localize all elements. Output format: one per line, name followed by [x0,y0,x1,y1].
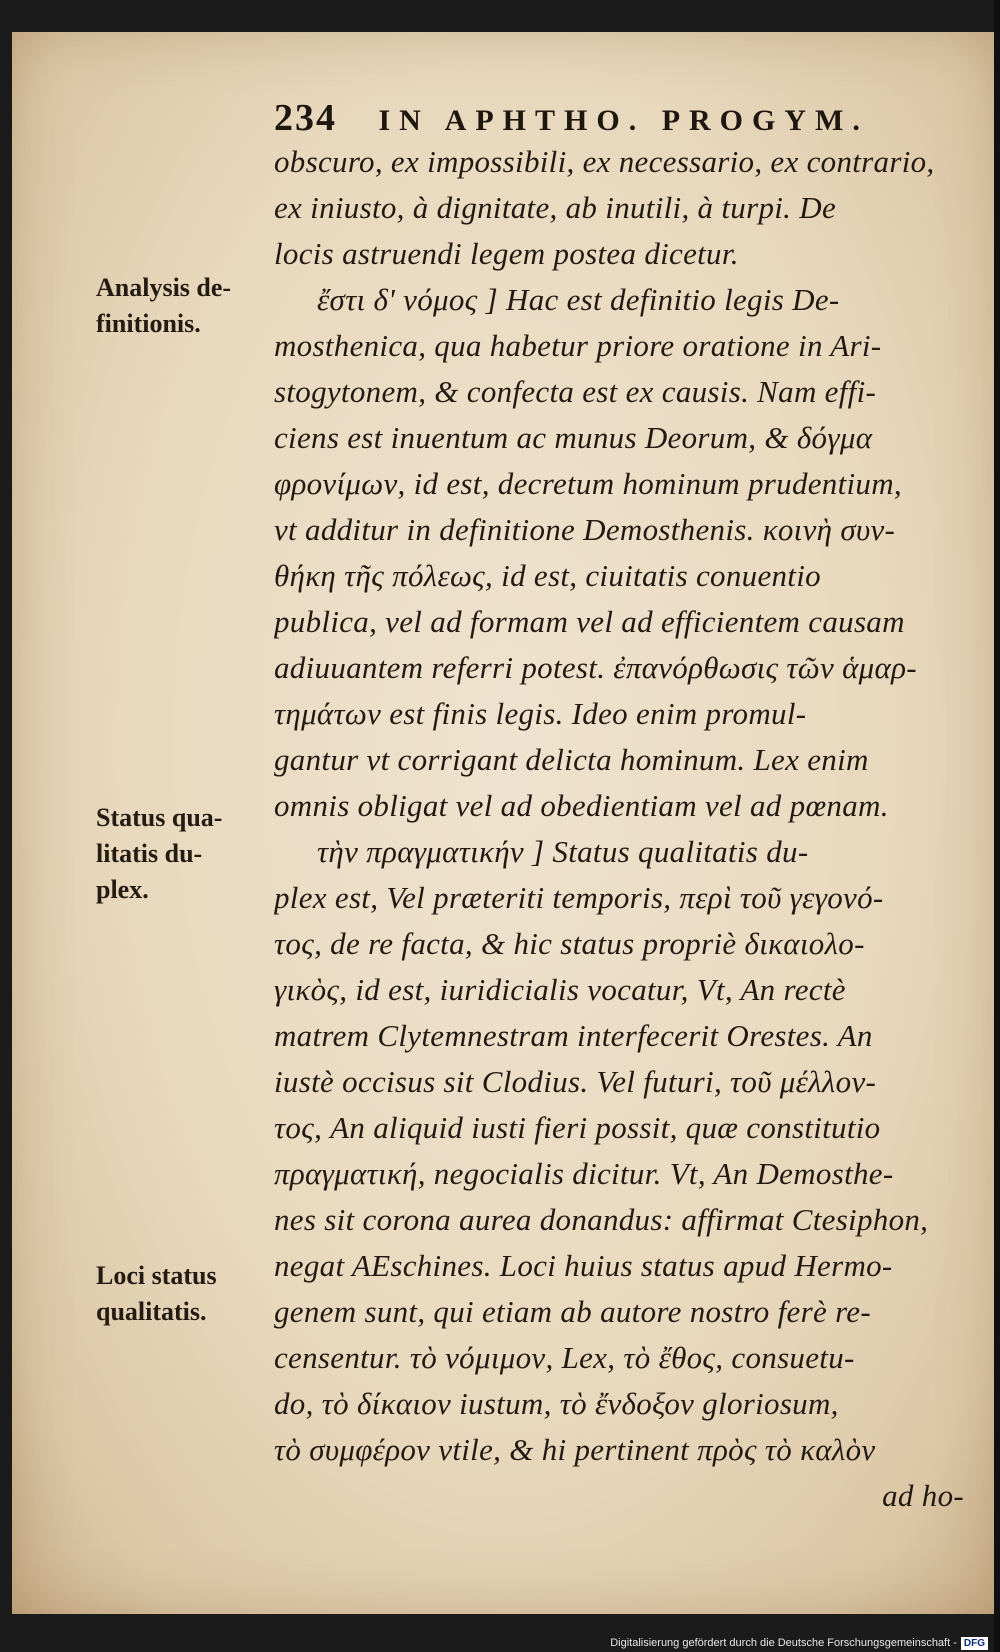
body-line: πραγματική, negocialis dicitur. Vt, An Demosthe- [274,1156,894,1191]
body-line: ciens est inuentum ac munus Deorum, & δόγμα [274,420,873,455]
margin-note-line: Loci status [96,1261,217,1290]
body-line: τὸ συμφέρον vtile, & hi pertinent πρὸς τὸ καλὸν [274,1432,876,1467]
body-line: τημάτων est finis legis. Ideo enim promul- [274,696,807,731]
body-line: genem sunt, qui etiam ab autore nostro ferè re- [274,1294,871,1329]
page-number: 234 [274,97,337,139]
body-line: omnis obligat vel ad obedientiam vel ad pœnam. [274,788,889,823]
body-line: θήκη τῆς πόλεως, id est, ciuitatis conuentio [274,558,821,593]
body-line: ex iniusto, à dignitate, ab inutili, à turpi. De [274,190,837,225]
margin-note-line: qualitatis. [96,1297,207,1326]
body-line: publica, vel ad formam vel ad efficientem causam [274,604,905,639]
margin-note-line: Analysis de- [96,273,232,302]
body-line: vt additur in definitione Demosthenis. κοινὴ συν- [274,512,896,547]
body-line: mosthenica, qua habetur priore oratione in Ari- [274,328,882,363]
body-line: τος, An aliquid iusti fieri possit, quæ constitutio [274,1110,881,1145]
margin-note-line: finitionis. [96,309,201,338]
footer-text: Digitalisierung gefördert durch die Deutsche Forschungsgemeinschaft - [610,1637,957,1649]
body-line: do, τὸ δίκαιον iustum, τὸ ἔνδοξον gloriosum, [274,1386,839,1421]
body-line: matrem Clytemnestram interfecerit Orestes. An [274,1018,873,1053]
body-line: plex est, Vel præteriti temporis, περὶ τοῦ γεγονό- [274,880,884,915]
catchword: ad ho- [882,1478,964,1513]
margin-note-loci [96,1258,271,1330]
margin-note-line: litatis du- [96,839,203,868]
body-line: negat AEschines. Loci huius status apud Hermo- [274,1248,893,1283]
body-line: ἔστι δ' νόμος ] Hac est definitio legis De- [317,282,840,317]
margin-note-line: plex. [96,875,149,904]
scan-edge [994,0,1000,1652]
body-line: gantur vt corrigant delicta hominum. Lex enim [274,742,869,777]
dfg-logo: DFG [961,1637,988,1650]
running-title: IN APHTHO. PROGYM. [378,104,869,137]
book-page [12,32,998,1614]
funding-footer [610,1637,988,1650]
margin-note-status [96,800,271,908]
body-line: obscuro, ex impossibili, ex necessario, ex contrario, [274,144,935,179]
body-line: adiuuantem referri potest. ἐπανόρθωσις τῶν ἁμαρ- [274,650,917,685]
margin-note-line: Status qua- [96,803,223,832]
body-line: τὴν πραγματικήν ] Status qualitatis du- [317,834,809,869]
margin-note-analysis [96,270,271,342]
body-line: locis astruendi legem postea dicetur. [274,236,739,271]
body-line: φρονίμων, id est, decretum hominum prudentium, [274,466,902,501]
body-line: censentur. τὸ νόμιμον, Lex, τὸ ἔθος, consuetu- [274,1340,855,1375]
body-line: nes sit corona aurea donandus: affirmat Ctesiphon, [274,1202,929,1237]
body-line: stogytonem, & confecta est ex causis. Nam effi- [274,374,877,409]
body-line: γικὸς, id est, iuridicialis vocatur, Vt, An rectè [274,972,846,1007]
body-line: iustè occisus sit Clodius. Vel futuri, τοῦ μέλλον- [274,1064,877,1099]
body-line: τος, de re facta, & hic status propriè δικαιολο- [274,926,865,961]
